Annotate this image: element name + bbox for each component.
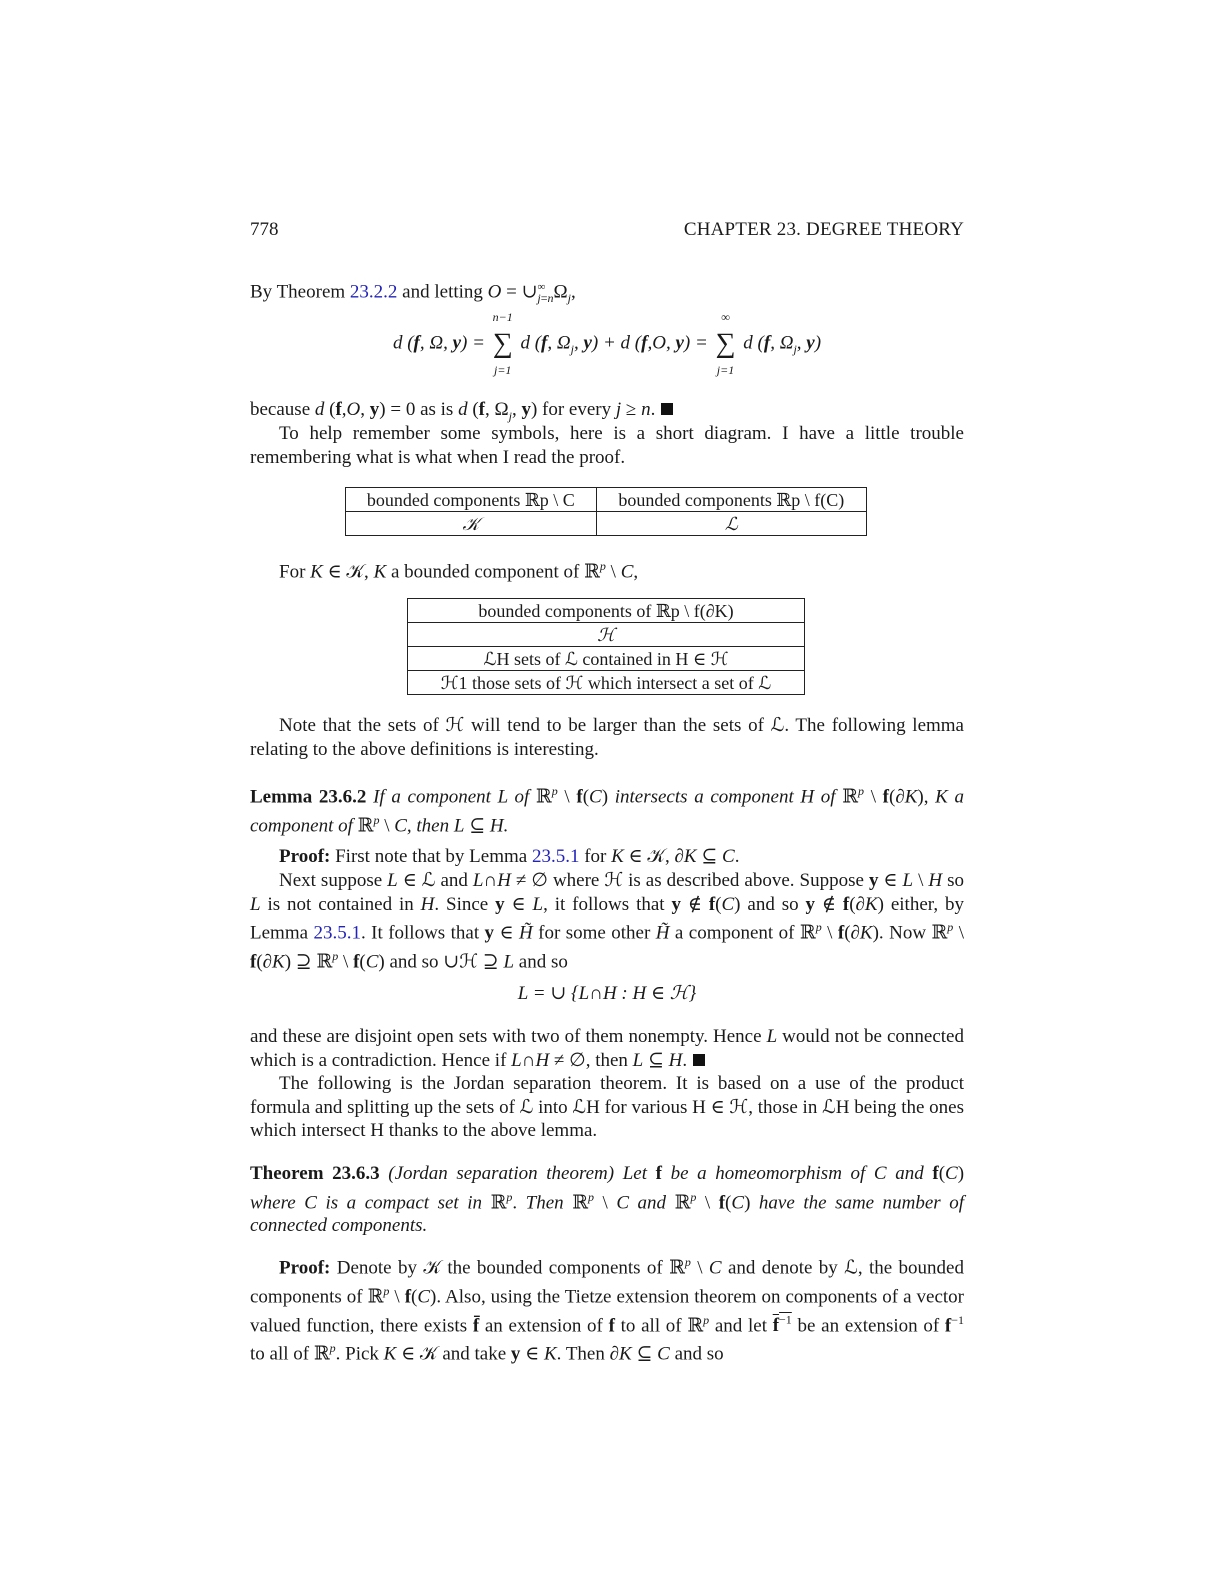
proof-paragraph: Next suppose L ∈ ℒ and L∩H ≠ ∅ where ℋ is as described above. Suppose y ∈ L \ H so L is not contained in H. Since y ∈ L, it follows that y ∉ f(C) and so y ∉ f(∂K) either, by Lemma 23.5.1. It follows that y ∈ H̃ for some other H̃ a component of ℝ$^p$ \ f(∂K). Now ℝ$^p$ \ f(∂K) ⊇ ℝ$^p$ \ f(C) and so ∪ℋ ⊇ L and so: [250, 870, 964, 973]
because-line: because d (f,O, y) = 0 as is d (f, $\Omega_j$, y) for every j ≥ n.: [250, 398, 964, 428]
table2-row-4: ℋ1 those sets of ℋ which intersect a set of ℒ: [408, 671, 805, 695]
chapter-title: CHAPTER 23. DEGREE THEORY: [683, 219, 964, 240]
running-header: [250, 219, 964, 245]
lemma-23-6-2: Lemma 23.6.2 If a component L of ℝ$^p$ \ f(C) intersects a component H of ℝ$^p$ \ f(∂K), K a component of ℝ$^p$ \ C, then L ⊆ H.: [250, 784, 964, 837]
theorem-23-6-3: Theorem 23.6.3 (Jordan separation theorem) Let f be a homeomorphism of C and f(C) where C is a compact set in ℝ$^p$. Then ℝ$^p$ \ C and ℝ$^p$ \ f(C) have the same number of connected components.: [250, 1163, 965, 1237]
following-paragraph: The following is the Jordan separation theorem. It is based on a use of the product formula and splitting up the sets of ℒ into ℒH for various H ∈ ℋ, those in ℒH being the ones which intersect H thanks to the above lemma.: [250, 1073, 964, 1141]
intro-line: By Theorem 23.2.2 and letting $O = \cup^\infty_{j=n}\Omega_j$,: [250, 281, 576, 306]
qed-square-icon-2: [693, 1054, 705, 1066]
table1-header-1: bounded components ℝp \ C: [346, 488, 597, 512]
table2-row-3: ℒH sets of ℒ contained in H ∈ ℋ: [408, 647, 805, 671]
symbols-table-2: [407, 598, 805, 695]
symbols-table-1: [345, 487, 867, 536]
table1-cell-1: 𝒦: [346, 512, 597, 536]
equation-union: L = ∪ {L∩H : H ∈ ℋ}: [517, 983, 697, 1004]
for-k-line: For K ∈ 𝒦, K a bounded component of ℝ$^p$ \ C,: [279, 559, 639, 583]
lemma-link-2[interactable]: 23.5.1: [313, 922, 361, 944]
proof-first-line: Proof: First note that by Lemma 23.5.1 for K ∈ 𝒦, ∂K ⊆ C.: [279, 846, 740, 867]
lemma-link[interactable]: 23.5.1: [531, 846, 580, 867]
table2-row-2: ℋ: [408, 623, 805, 647]
qed-square-icon: [661, 403, 673, 415]
theorem-link[interactable]: 23.2.2: [349, 281, 398, 303]
table1-header-2: bounded components ℝp \ f(C): [596, 488, 866, 512]
table2-row-1: bounded components of ℝp \ f(∂K): [408, 599, 805, 623]
note-paragraph: Note that the sets of ℋ will tend to be larger than the sets of ℒ. The following lemma relating to the above definitions is interesting.: [250, 715, 964, 760]
page-number: 778: [250, 219, 279, 240]
equation-degree-sum: d (f, Ω, y) = n−1 ∑ j=1 d (f, $\Omega_j$, y) + d (f,O, y) = ∞ ∑ j=1 d (f, $\Omega_j$, y): [392, 310, 822, 377]
remember-paragraph: To help remember some symbols, here is a short diagram. I have a little trouble remembering what is what when I read the proof.: [250, 423, 964, 468]
proof-conclusion: and these are disjoint open sets with two of them nonempty. Hence L would not be connected which is a contradiction. Hence if L∩H ≠ ∅, then L ⊆ H.: [250, 1026, 964, 1071]
theorem-proof: Proof: Denote by 𝒦 the bounded components of ℝ$^p$ \ C and denote by ℒ, the bounded components of ℝ$^p$ \ f(C). Also, using the Tietze extension theorem on components of a vector valued function, there exists f̄ an extension of f to all of ℝ$^p$ and let $f^{-1}$ be an extension of $f^{-1}$ to all of ℝ$^p$. Pick K ∈ 𝒦 and take y ∈ K. Then ∂K ⊆ C and so: [250, 1255, 965, 1365]
table1-cell-2: ℒ: [596, 512, 866, 536]
